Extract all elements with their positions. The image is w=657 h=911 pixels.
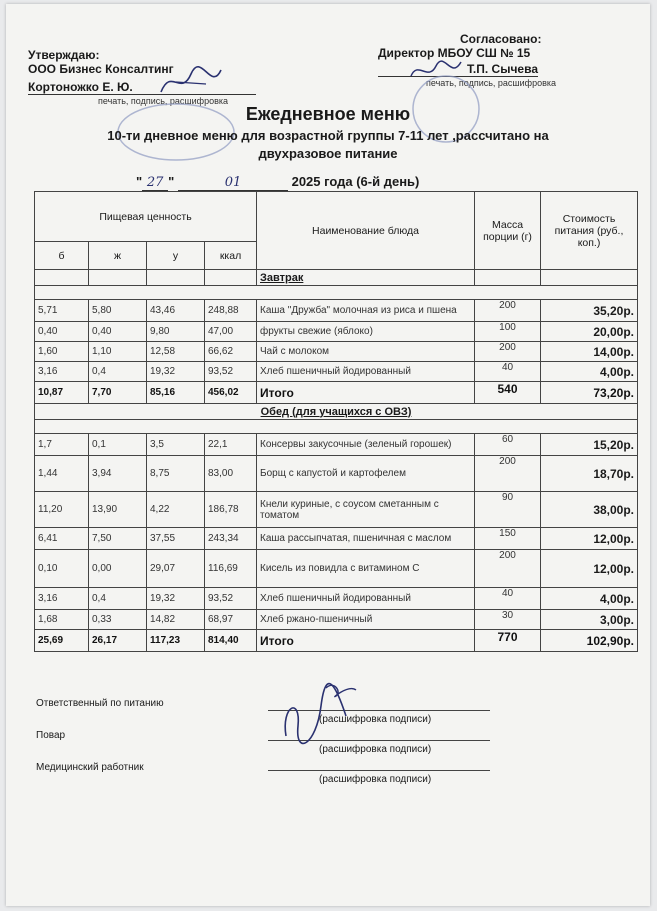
cell-kcal: 93,52: [205, 588, 257, 610]
page-subtitle-2: двухразовое питание: [258, 146, 398, 161]
breakfast-total-row: [35, 382, 638, 404]
cell-cost: 20,00р.: [541, 322, 638, 342]
sign-responsible-label: Ответственный по питанию: [36, 698, 164, 709]
cell-mass: 100: [475, 322, 541, 342]
table-row: [35, 550, 638, 588]
menu-table: [34, 191, 638, 652]
header-fat: ж: [89, 242, 147, 270]
cell-mass: 200: [475, 550, 541, 588]
cell-kcal: 66,62: [205, 342, 257, 362]
page-subtitle-1: 10-ти дневное меню для возрастной группы 7-11 лет ,рассчитано на: [107, 128, 549, 143]
document-page: [6, 4, 650, 906]
spacer-row: [35, 420, 638, 434]
header-carbs: у: [147, 242, 205, 270]
approve-title: Утверждаю:: [28, 48, 100, 62]
table-row: [35, 456, 638, 492]
cell-u: 12,58: [147, 342, 205, 362]
cell-zh: 0,4: [89, 362, 147, 382]
cell-zh: 5,80: [89, 300, 147, 322]
signature-footer-icon: [276, 676, 366, 756]
header-kcal: ккал: [205, 242, 257, 270]
cell-b: 11,20: [35, 492, 89, 528]
cell-mass: 200: [475, 342, 541, 362]
header-dish-name: Наименование блюда: [257, 192, 475, 270]
cell-u: 85,16: [147, 382, 205, 404]
cell-zh: 13,90: [89, 492, 147, 528]
cell-cost: 12,00р.: [541, 528, 638, 550]
cell-b: 25,69: [35, 630, 89, 652]
cell-zh: 1,10: [89, 342, 147, 362]
cell-dish-name: Кисель из повидла с витамином С: [257, 550, 475, 588]
section-breakfast: Завтрак: [257, 270, 475, 286]
cell-dish-name: Хлеб ржано-пшеничный: [257, 610, 475, 630]
cell-zh: 0,1: [89, 434, 147, 456]
cell-dish-name: Кнели куриные, с соусом сметанным с томатом: [257, 492, 475, 528]
date-day: 27: [142, 175, 168, 191]
signature-right-icon: [406, 56, 466, 86]
cell-b: 10,87: [35, 382, 89, 404]
cell-b: 1,68: [35, 610, 89, 630]
date-close-quote: ": [168, 174, 175, 189]
section-lunch-row: [35, 404, 638, 420]
cell-zh: 26,17: [89, 630, 147, 652]
cell-mass: 30: [475, 610, 541, 630]
cell-b: 3,16: [35, 362, 89, 382]
cell-u: 29,07: [147, 550, 205, 588]
cell-b: 0,40: [35, 322, 89, 342]
cell-b: 3,16: [35, 588, 89, 610]
cell-cost: 3,00р.: [541, 610, 638, 630]
sign-cook-label: Повар: [36, 730, 66, 741]
table-row: [35, 342, 638, 362]
cell-kcal: 248,88: [205, 300, 257, 322]
cell-kcal: 83,00: [205, 456, 257, 492]
header-protein: б: [35, 242, 89, 270]
cell-b: 1,44: [35, 456, 89, 492]
cell-mass: 60: [475, 434, 541, 456]
table-row: [35, 528, 638, 550]
approve-person-name: Кортоножко Е. Ю.: [28, 80, 133, 94]
cell-mass: 40: [475, 362, 541, 382]
cell-mass: 90: [475, 492, 541, 528]
cell-zh: 0,40: [89, 322, 147, 342]
date-month: 01: [178, 175, 288, 191]
cell-cost: 38,00р.: [541, 492, 638, 528]
cell-mass: 200: [475, 456, 541, 492]
page-title: Ежедневное меню: [245, 104, 411, 124]
cell-u: 14,82: [147, 610, 205, 630]
cell-cost: 73,20р.: [541, 382, 638, 404]
table-row: [35, 300, 638, 322]
cell-mass: 770: [475, 630, 541, 652]
sign-medic-label: Медицинский работник: [36, 762, 144, 773]
cell-u: 43,46: [147, 300, 205, 322]
cell-dish-name: Чай с молоком: [257, 342, 475, 362]
cell-dish-name: Борщ с капустой и картофелем: [257, 456, 475, 492]
cell-kcal: 243,34: [205, 528, 257, 550]
cell-u: 8,75: [147, 456, 205, 492]
cell-u: 117,23: [147, 630, 205, 652]
cell-u: 4,22: [147, 492, 205, 528]
agree-title: Согласовано:: [460, 32, 542, 46]
cell-mass: 150: [475, 528, 541, 550]
cell-u: 37,55: [147, 528, 205, 550]
sign-responsible-caption: (расшифровка подписи): [319, 714, 432, 725]
cell-cost: 4,00р.: [541, 362, 638, 382]
cell-cost: 15,20р.: [541, 434, 638, 456]
table-row: [35, 610, 638, 630]
table-row: [35, 362, 638, 382]
cell-dish-name: Итого: [257, 382, 475, 404]
cell-cost: 35,20р.: [541, 300, 638, 322]
sign-medic-line: [268, 770, 490, 771]
date-year: 2025 года (6-й день): [291, 174, 420, 189]
cell-dish-name: Итого: [257, 630, 475, 652]
cell-zh: 0,4: [89, 588, 147, 610]
cell-kcal: 814,40: [205, 630, 257, 652]
cell-kcal: 93,52: [205, 362, 257, 382]
cell-zh: 0,00: [89, 550, 147, 588]
cell-zh: 7,50: [89, 528, 147, 550]
cell-dish-name: фрукты свежие (яблоко): [257, 322, 475, 342]
cell-b: 1,60: [35, 342, 89, 362]
cell-b: 1,7: [35, 434, 89, 456]
cell-dish-name: Консервы закусочные (зеленый горошек): [257, 434, 475, 456]
cell-kcal: 22,1: [205, 434, 257, 456]
cell-kcal: 68,97: [205, 610, 257, 630]
agree-person-name: Т.П. Сычева: [466, 62, 538, 76]
cell-kcal: 116,69: [205, 550, 257, 588]
cell-b: 6,41: [35, 528, 89, 550]
table-row: [35, 322, 638, 342]
approve-caption: печать, подпись, расшифровка: [98, 96, 229, 106]
cell-cost: 12,00р.: [541, 550, 638, 588]
agree-caption: печать, подпись, расшифровка: [426, 78, 557, 88]
table-row: [35, 492, 638, 528]
cell-u: 19,32: [147, 588, 205, 610]
cell-mass: 40: [475, 588, 541, 610]
section-lunch: Обед (для учащихся с ОВЗ): [35, 404, 638, 420]
cell-cost: 18,70р.: [541, 456, 638, 492]
cell-kcal: 186,78: [205, 492, 257, 528]
approve-org: ООО Бизнес Консалтинг: [28, 62, 174, 76]
cell-b: 5,71: [35, 300, 89, 322]
cell-zh: 7,70: [89, 382, 147, 404]
cell-cost: 14,00р.: [541, 342, 638, 362]
agree-org: Директор МБОУ СШ № 15: [378, 46, 531, 60]
cell-dish-name: Каша "Дружба" молочная из риса и пшена: [257, 300, 475, 322]
cell-cost: 102,90р.: [541, 630, 638, 652]
lunch-total-row: [35, 630, 638, 652]
header-mass: Масса порции (г): [475, 192, 541, 270]
cell-u: 3,5: [147, 434, 205, 456]
cell-dish-name: Хлеб пшеничный йодированный: [257, 362, 475, 382]
cell-cost: 4,00р.: [541, 588, 638, 610]
date-line: [136, 174, 419, 191]
sign-cook-caption: (расшифровка подписи): [319, 744, 432, 755]
header-nutrition: Пищевая ценность: [35, 192, 257, 242]
cell-b: 0,10: [35, 550, 89, 588]
date-open-quote: ": [136, 174, 143, 189]
cell-zh: 0,33: [89, 610, 147, 630]
cell-kcal: 47,00: [205, 322, 257, 342]
cell-dish-name: Хлеб пшеничный йодированный: [257, 588, 475, 610]
cell-kcal: 456,02: [205, 382, 257, 404]
header-cost: Стоимость питания (руб., коп.): [541, 192, 638, 270]
table-row: [35, 588, 638, 610]
cell-u: 9,80: [147, 322, 205, 342]
cell-dish-name: Каша рассыпчатая, пшеничная с маслом: [257, 528, 475, 550]
signature-left-icon: [156, 62, 226, 102]
cell-zh: 3,94: [89, 456, 147, 492]
sign-medic-caption: (расшифровка подписи): [319, 774, 432, 785]
table-row: [35, 434, 638, 456]
cell-u: 19,32: [147, 362, 205, 382]
cell-mass: 200: [475, 300, 541, 322]
cell-mass: 540: [475, 382, 541, 404]
